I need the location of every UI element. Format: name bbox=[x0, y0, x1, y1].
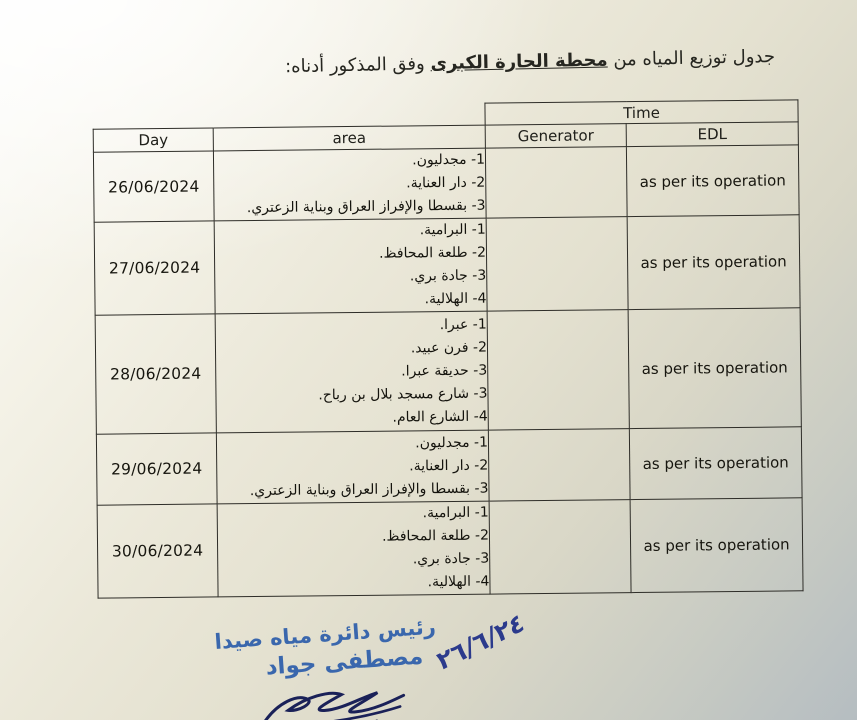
area-cell bbox=[214, 218, 487, 314]
edl-column-header: EDL bbox=[626, 122, 798, 147]
signatory-title: رئيس دائرة مياه صيدا bbox=[213, 614, 437, 654]
area-line: 2- طلعة المحافظ. bbox=[381, 527, 490, 545]
area-cell bbox=[213, 148, 486, 221]
area-line: 4- الهلالية. bbox=[424, 290, 487, 308]
area-line: 3- بقسطا والإفراز العراق وبناية الزعتري. bbox=[249, 480, 489, 499]
area-line: 3- حديقة عبرا. bbox=[401, 362, 488, 379]
title-suffix: وفق المذكور أدناه: bbox=[284, 53, 431, 78]
area-cell bbox=[215, 311, 488, 433]
table-row bbox=[96, 427, 802, 505]
area-cell bbox=[217, 501, 490, 597]
generator-cell bbox=[488, 429, 630, 501]
handwritten-date-mark: ٢٦/٦/٢٤ bbox=[433, 607, 528, 677]
signature-scribble-icon bbox=[257, 678, 409, 720]
area-line: 3- جادة بري. bbox=[409, 267, 487, 285]
table-row bbox=[93, 145, 799, 222]
area-line: 3- بقسطا والإفراز العراق وبناية الزعتري. bbox=[246, 197, 486, 217]
area-line: 4- الهلالية. bbox=[427, 573, 490, 591]
schedule-table bbox=[92, 99, 803, 598]
table-row bbox=[97, 498, 803, 598]
generator-cell bbox=[487, 310, 629, 430]
area-line: 2- دار العناية. bbox=[406, 174, 486, 192]
edl-cell: as per its operation bbox=[628, 308, 801, 429]
title-emphasis: محطة الحارة الكبرى bbox=[430, 49, 608, 75]
area-line: 1- مجدليون. bbox=[412, 151, 486, 169]
area-line: 1- البرامية. bbox=[419, 221, 486, 239]
time-header-cell: Time bbox=[485, 100, 798, 125]
table-row bbox=[95, 308, 801, 434]
area-line: 1- مجدليون. bbox=[415, 434, 489, 451]
day-column-header: Day bbox=[93, 128, 213, 152]
edl-cell: as per its operation bbox=[627, 215, 800, 310]
day-cell: 27/06/2024 bbox=[94, 221, 215, 315]
edl-cell: as per its operation bbox=[626, 145, 799, 217]
table-row bbox=[94, 215, 800, 315]
day-cell: 26/06/2024 bbox=[93, 151, 214, 222]
generator-cell bbox=[489, 500, 631, 594]
area-line: 2- فرن عبيد. bbox=[410, 339, 488, 356]
edl-cell: as per its operation bbox=[630, 498, 803, 593]
area-line: 1- عبرا. bbox=[439, 316, 487, 333]
signature-block bbox=[213, 614, 438, 684]
document-title bbox=[285, 46, 775, 77]
area-column-header: area bbox=[213, 125, 485, 151]
signatory-name: مصطفى جواد bbox=[264, 643, 425, 681]
schedule-table-wrapper bbox=[92, 99, 803, 598]
area-cell bbox=[216, 430, 489, 504]
generator-cell bbox=[485, 147, 627, 218]
area-line: 3- جادة بري. bbox=[412, 550, 490, 568]
area-line: 3- شارع مسجد بلال بن رباح. bbox=[318, 385, 488, 403]
area-line: 2- طلعة المحافظ. bbox=[379, 244, 487, 262]
area-line: 2- دار العناية. bbox=[409, 457, 489, 474]
area-line: 1- البرامية. bbox=[422, 504, 489, 522]
generator-cell bbox=[486, 217, 628, 311]
day-cell: 29/06/2024 bbox=[96, 433, 217, 505]
generator-column-header: Generator bbox=[485, 124, 626, 148]
area-line: 4- الشارع العام. bbox=[392, 408, 488, 426]
day-cell: 30/06/2024 bbox=[97, 504, 218, 598]
title-prefix: جدول توزيع المياه من bbox=[607, 46, 776, 71]
day-cell: 28/06/2024 bbox=[95, 314, 216, 434]
edl-cell: as per its operation bbox=[629, 427, 802, 500]
